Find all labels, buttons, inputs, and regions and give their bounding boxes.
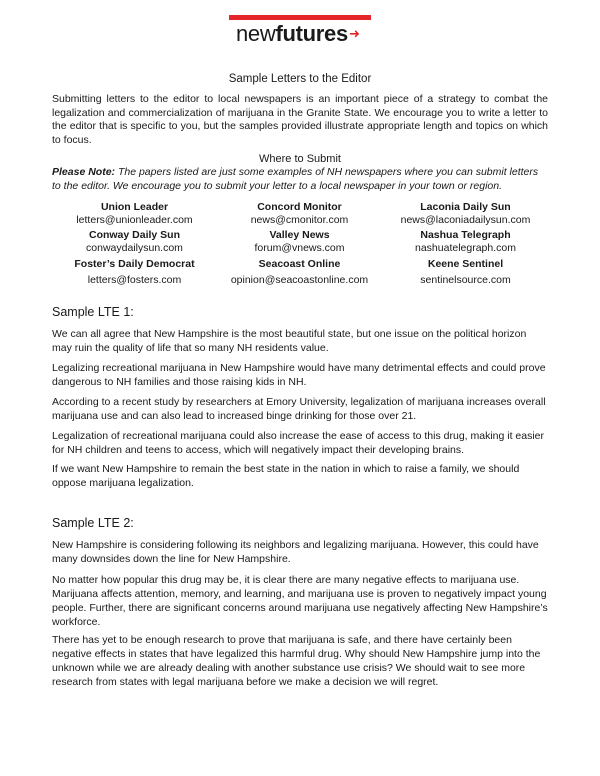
newspaper-name: Seacoast Online — [258, 258, 341, 270]
newspaper-contact[interactable]: news@laconiadailysun.com — [400, 214, 531, 226]
lte1-paragraph-5: If we want New Hampshire to remain the best state in the nation in which to raise a family, we should oppose marijuana legalization. — [52, 463, 520, 489]
newspaper-contact[interactable]: conwaydailysun.com — [86, 242, 183, 254]
lte1-heading: Sample LTE 1: — [52, 305, 134, 319]
newspaper-name: Foster’s Daily Democrat — [74, 258, 195, 270]
newspaper-conway-daily-sun — [52, 229, 217, 255]
newspaper-name: Valley News — [269, 229, 330, 241]
newspaper-keene-sentinel — [383, 258, 548, 287]
intro-paragraph: Submitting letters to the editor to local newspapers is an important piece of a strategy to combat the legalization and commercialization of marijuana in the Granite State. We encourage you to write a letter to the editor that is specific to you, but the samples provided illustrate appropriate length and topics on which to focus. — [52, 93, 548, 146]
newspaper-valley-news — [217, 229, 382, 255]
newspaper-contact[interactable]: opinion@seacoastonline.com — [230, 274, 369, 286]
lte1-paragraph-1: We can all agree that New Hampshire is the most beautiful state, but one issue on the political horizon may ruin the quality of life that so many NH residents value. — [52, 328, 527, 354]
newspaper-name: Nashua Telegraph — [420, 229, 511, 241]
logo-text-light: new — [236, 21, 276, 46]
header — [0, 0, 600, 50]
logo-arrow-icon: ➜ — [348, 26, 360, 41]
where-to-submit-heading: Where to Submit — [259, 153, 341, 165]
lte2-paragraph-1: New Hampshire is considering following its neighbors and legalizing marijuana. However, this could have many downsides down the line for New Hampshire. — [52, 539, 539, 565]
newspaper-laconia-daily-sun — [383, 201, 548, 227]
newspaper-contact[interactable]: letters@fosters.com — [87, 274, 182, 286]
lte1-paragraph-4: Legalization of recreational marijuana could also increase the ease of access to this drug, making it easier for NH children and teens to access, which will negatively impact their developing brains. — [52, 430, 545, 456]
newspaper-seacoast-online — [217, 258, 382, 287]
newspaper-fosters-daily-democrat — [52, 258, 217, 287]
newspaper-concord-monitor — [217, 201, 382, 227]
please-note-label: Please Note: — [52, 166, 116, 178]
newspaper-contact[interactable]: nashuatelegraph.com — [415, 242, 516, 254]
newspaper-name: Keene Sentinel — [427, 258, 504, 270]
newspaper-name: Laconia Daily Sun — [420, 201, 511, 213]
lte2-heading: Sample LTE 2: — [52, 516, 134, 530]
newspaper-union-leader — [52, 201, 217, 227]
newfutures-logo — [236, 21, 360, 47]
newspaper-name: Union Leader — [100, 201, 169, 213]
newspaper-name: Concord Monitor — [257, 201, 342, 213]
lte2-paragraph-3: There has yet to be enough research to prove that marijuana is safe, and there have certainly been negative effects in states that have legalized this harmful drug. Why should New Hampshire jump into the unknown while we are already dealing with another substance use crisis? We should wait to see more research from states with legal marijuana before we make a decision we will regret. — [52, 634, 541, 688]
newspaper-name: Conway Daily Sun — [88, 229, 181, 241]
lte2-paragraph-2: No matter how popular this drug may be, it is clear there are many negative effects to marijuana use. Marijuana affects attention, memory, and learning, and marijuana use is proven to negatively impact young people. Further, there are significant concerns around marijuana use negatively affecting New Hampshire’s workforce. — [52, 574, 548, 628]
newspaper-contact[interactable]: forum@vnews.com — [254, 242, 345, 254]
lte1-paragraph-2: Legalizing recreational marijuana in New Hampshire would have many detrimental effects and could prove dangerous to NH families and those raising kids in NH. — [52, 362, 546, 388]
document-title: Sample Letters to the Editor — [228, 73, 372, 85]
logo-text-bold: futures — [275, 21, 348, 46]
newspaper-contact[interactable]: letters@unionleader.com — [76, 214, 193, 226]
lte1-paragraph-3: According to a recent study by researchers at Emory University, legalization of marijuana increases overall marijuana use and can also lead to increased binge drinking for those over 21. — [52, 396, 546, 422]
newspaper-nashua-telegraph — [383, 229, 548, 255]
logo-accent-bar — [229, 15, 371, 20]
please-note — [52, 166, 548, 193]
newspaper-contact[interactable]: sentinelsource.com — [420, 274, 511, 286]
please-note-text: The papers listed are just some examples of NH newspapers where you can submit letters to the editor. We encourage you to submit your letter to a local newspaper in your town or region. — [52, 166, 539, 192]
newspaper-contact[interactable]: news@cmonitor.com — [250, 214, 349, 226]
